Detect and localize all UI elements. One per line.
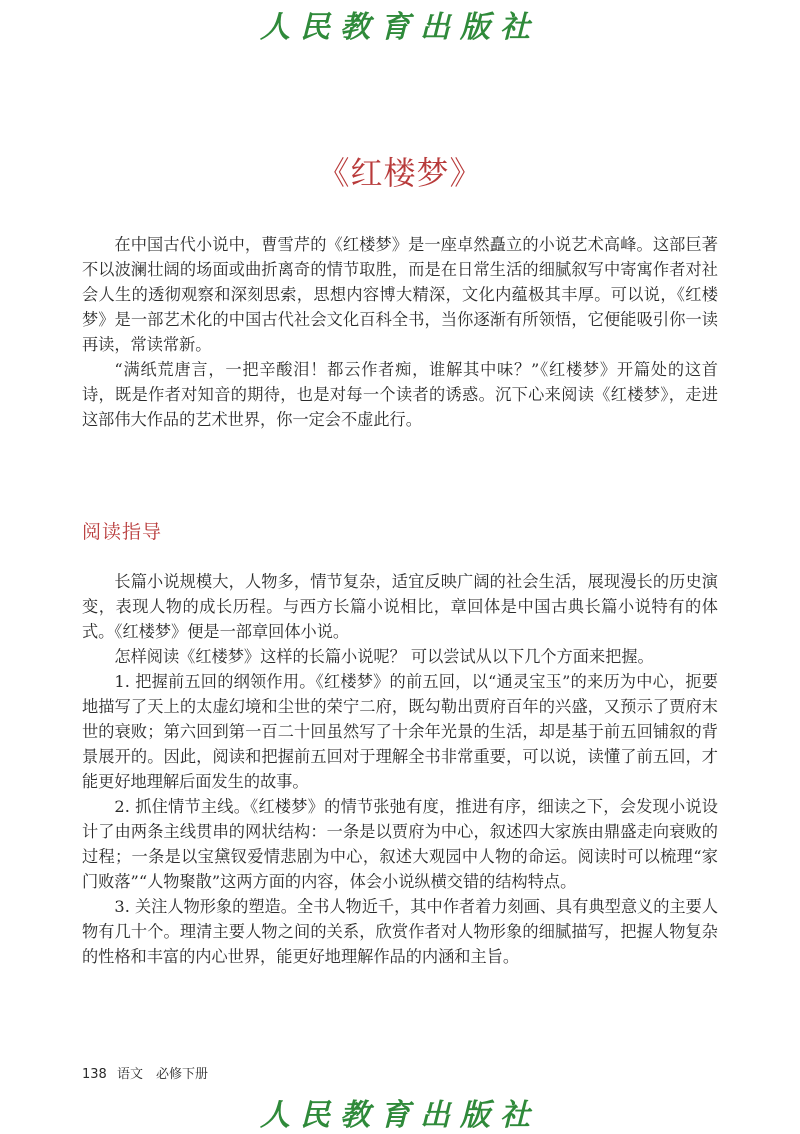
reading-guide-section (82, 569, 718, 969)
guide-paragraph: 1. 把握前五回的纲领作用。《红楼梦》的前五回，以“通灵宝玉”的来历为中心，扼要地描写了天上的太虚幻境和尘世的荣宁二府，既勾勒出贾府百年的兴盛，又预示了贾府末世的衰败；第六回到第一百二十回虽然写了十余年光景的生活，却是基于前五回铺叙的背景展开的。因此，阅读和把握前五回对于理解全书非常重要，可以说，读懂了前五回，才能更好地理解后面发生的故事。 (82, 672, 718, 791)
section-heading-reading-guide: 阅读指导 (82, 521, 163, 543)
guide-paragraph: 3. 关注人物形象的塑造。全书人物近千，其中作者着力刻画、具有典型意义的主要人物有几十个。理清主要人物之间的关系，欣赏作者对人物形象的细腻描写，把握人物复杂的性格和丰富的内心世界，能更好地理解作品的内涵和主旨。 (82, 897, 718, 966)
intro-section (82, 232, 718, 432)
guide-paragraph: 长篇小说规模大，人物多，情节复杂，适宜反映广阔的社会生活，展现漫长的历史演变，表现人物的成长历程。与西方长篇小说相比，章回体是中国古典长篇小说特有的体式。《红楼梦》便是一部章回体小说。 (82, 572, 718, 641)
page-title: 《红楼梦》 (317, 154, 483, 192)
intro-paragraph: “满纸荒唐言，一把辛酸泪！都云作者痴，谁解其中味？”《红楼梦》开篇处的这首诗，既是作者对知音的期待，也是对每一个读者的诱惑。沉下心来阅读《红楼梦》，走进这部伟大作品的艺术世界，你一定会不虚此行。 (82, 360, 718, 429)
page-number: 138 (82, 1067, 107, 1082)
publisher-logo-top: 人民教育出版社 (260, 10, 540, 45)
guide-paragraph: 2. 抓住情节主线。《红楼梦》的情节张弛有度，推进有序，细读之下，会发现小说设计了由两条主线贯串的网状结构：一条是以贾府为中心，叙述四大家族由鼎盛走向衰败的过程；一条是以宝黛钗爱情悲剧为中心，叙述大观园中人物的命运。阅读时可以梳理“家门败落”“人物聚散”这两方面的内容，体会小说纵横交错的结构特点。 (82, 797, 718, 891)
book-name: 语文 必修下册 (116, 1067, 208, 1082)
guide-paragraph: 怎样阅读《红楼梦》这样的长篇小说呢？ 可以尝试从以下几个方面来把握。 (114, 647, 654, 666)
intro-paragraph: 在中国古代小说中，曹雪芹的《红楼梦》是一座卓然矗立的小说艺术高峰。这部巨著不以波澜壮阔的场面或曲折离奇的情节取胜，而是在日常生活的细腻叙写中寄寓作者对社会人生的透彻观察和深刻思索，思想内容博大精深，文化内蕴极其丰厚。可以说，《红楼梦》是一部艺术化的中国古代社会文化百科全书，当你逐渐有所领悟，它便能吸引你一读再读，常读常新。 (82, 235, 718, 354)
publisher-logo-bottom: 人民教育出版社 (260, 1098, 540, 1133)
page-footer (82, 1063, 208, 1082)
